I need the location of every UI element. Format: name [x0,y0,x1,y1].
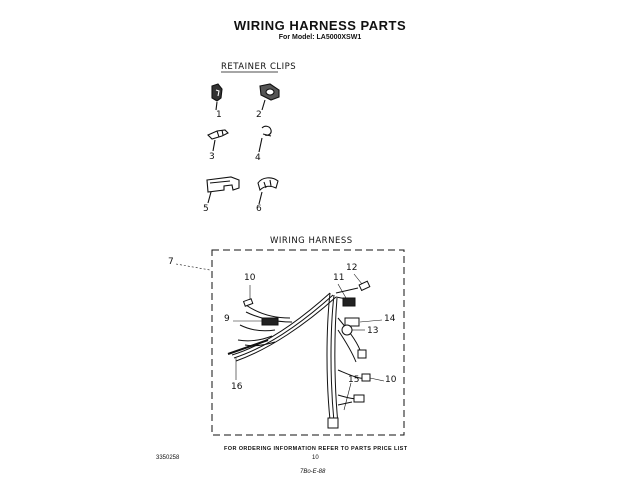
retainer-clip-2 [260,84,279,110]
connector-bottom [328,418,338,428]
callout-leaders [233,274,384,410]
callout-14: 14 [384,314,396,324]
connector-9 [262,318,278,325]
callout-16: 16 [231,382,243,392]
retainer-clip-6 [258,178,278,204]
retainer-clip-1 [212,84,222,110]
page-title: WIRING HARNESS PARTS [233,18,407,33]
connector-10-right [362,374,370,381]
callout-12: 12 [346,263,358,273]
harness-connectors [244,281,370,428]
wiring-harness-assembly [232,288,368,424]
wire-16 [228,340,268,354]
callout-6: 6 [256,204,262,214]
retainer-clip-3 [208,130,228,151]
callout-2: 2 [256,110,262,120]
callout-11: 11 [333,273,345,283]
callout-4: 4 [255,153,261,163]
callout-15: 15 [348,375,360,385]
retainer-clip-4 [259,126,271,152]
callout-9: 9 [224,314,230,324]
callout-13: 13 [367,326,379,336]
connector-13 [342,325,352,335]
ordering-note: FOR ORDERING INFORMATION REFER TO PARTS PRICE LIST [224,446,408,452]
doc-number: 3350258 [156,455,180,461]
callout-3: 3 [209,152,215,162]
model-subtitle: For Model: LA5000XSW1 [278,34,362,41]
page-number: 10 [312,455,319,461]
retainer-clip-5 [207,177,239,203]
callout-10-right: 10 [385,375,397,385]
date-code: 7Bo-E-88 [300,469,326,475]
wiring-harness-label: WIRING HARNESS [270,236,353,246]
connector-11 [343,298,355,306]
connector-10-top [244,299,253,306]
callout-7-leader [176,264,210,270]
retainer-clips-label: RETAINER CLIPS [221,62,297,72]
callout-10-top: 10 [244,273,256,283]
connector-15 [354,395,364,402]
callout-1: 1 [216,110,222,120]
callout-5: 5 [203,204,209,214]
callout-7: 7 [168,257,174,267]
connector-right-1 [358,350,366,358]
wiring-harness-frame [212,250,404,435]
